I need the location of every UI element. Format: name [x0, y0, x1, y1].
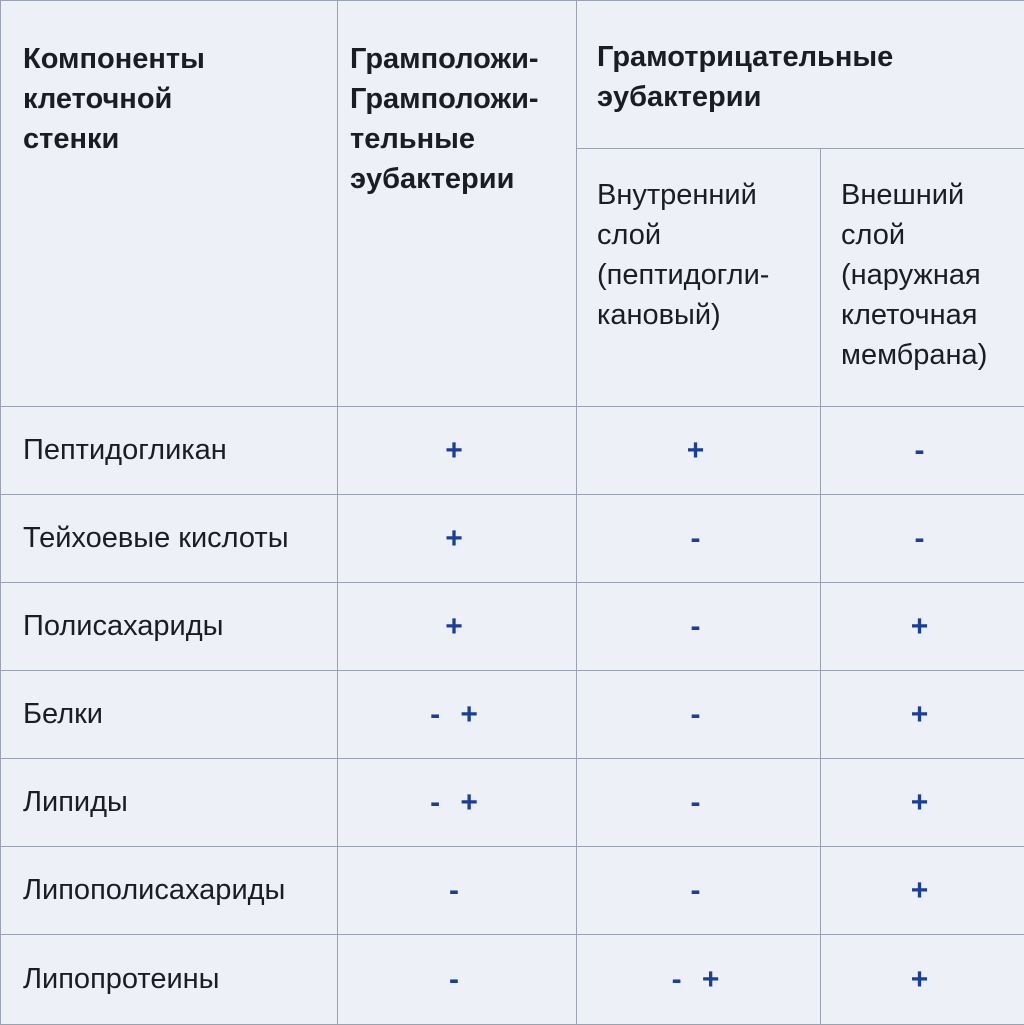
outer-layer-mark: -: [821, 495, 1024, 583]
header-inner-layer-line: Внутренний: [597, 175, 808, 215]
header-gram-positive: [338, 1, 577, 407]
table-row: [1, 407, 1024, 495]
header-gram-positive-line: эубактерии: [350, 159, 556, 199]
row-label: Полисахариды: [1, 583, 338, 671]
outer-layer-mark: +: [821, 671, 1024, 759]
row-label: Липиды: [1, 759, 338, 847]
gram-positive-mark: +: [338, 407, 577, 495]
header-outer-layer-line: мембрана): [841, 335, 1012, 375]
table-row: [1, 759, 1024, 847]
gram-positive-mark: +: [338, 495, 577, 583]
outer-layer-mark: -: [821, 407, 1024, 495]
header-components: [1, 1, 338, 407]
table-row: [1, 495, 1024, 583]
row-label: Пептидогликан: [1, 407, 338, 495]
header-components-line: стенки: [23, 119, 317, 159]
gram-positive-mark: - +: [338, 671, 577, 759]
header-outer-layer-line: Внешний: [841, 175, 1012, 215]
header-inner-layer-line: (пептидогли-: [597, 255, 808, 295]
header-components-line: клеточной: [23, 79, 317, 119]
outer-layer-mark: +: [821, 847, 1024, 935]
header-gram-positive-line: тельные: [350, 119, 556, 159]
inner-layer-mark: -: [577, 847, 821, 935]
header-gram-negative-line: Грамотрицательные: [597, 37, 1004, 77]
header-inner-layer-line: слой: [597, 215, 808, 255]
header-components-line: Компоненты: [23, 39, 317, 79]
gram-positive-mark: +: [338, 583, 577, 671]
inner-layer-mark: -: [577, 583, 821, 671]
row-label: Тейхоевые кислоты: [1, 495, 338, 583]
outer-layer-mark: +: [821, 759, 1024, 847]
inner-layer-mark: +: [577, 407, 821, 495]
header-outer-layer: [821, 149, 1024, 407]
table-row: [1, 935, 1024, 1025]
header-gram-positive-line: Грамположи-: [350, 79, 556, 119]
outer-layer-mark: +: [821, 583, 1024, 671]
gram-positive-mark: -: [338, 935, 577, 1025]
inner-layer-mark: - +: [577, 935, 821, 1025]
header-outer-layer-line: клеточная: [841, 295, 1012, 335]
header-gram-negative: [577, 1, 1024, 149]
inner-layer-mark: -: [577, 671, 821, 759]
table-row: [1, 847, 1024, 935]
gram-positive-mark: -: [338, 847, 577, 935]
header-outer-layer-line: (наружная: [841, 255, 1012, 295]
row-label: Липополисахариды: [1, 847, 338, 935]
header-gram-positive-line: Грамположи-: [350, 39, 556, 79]
gram-positive-mark: - +: [338, 759, 577, 847]
header-gram-negative-line: эубактерии: [597, 77, 1004, 117]
row-label: Липопротеины: [1, 935, 338, 1025]
header-outer-layer-line: слой: [841, 215, 1012, 255]
inner-layer-mark: -: [577, 495, 821, 583]
header-inner-layer-line: кановый): [597, 295, 808, 335]
table-row: [1, 583, 1024, 671]
table-row: [1, 671, 1024, 759]
header-inner-layer: [577, 149, 821, 407]
row-label: Белки: [1, 671, 338, 759]
outer-layer-mark: +: [821, 935, 1024, 1025]
inner-layer-mark: -: [577, 759, 821, 847]
